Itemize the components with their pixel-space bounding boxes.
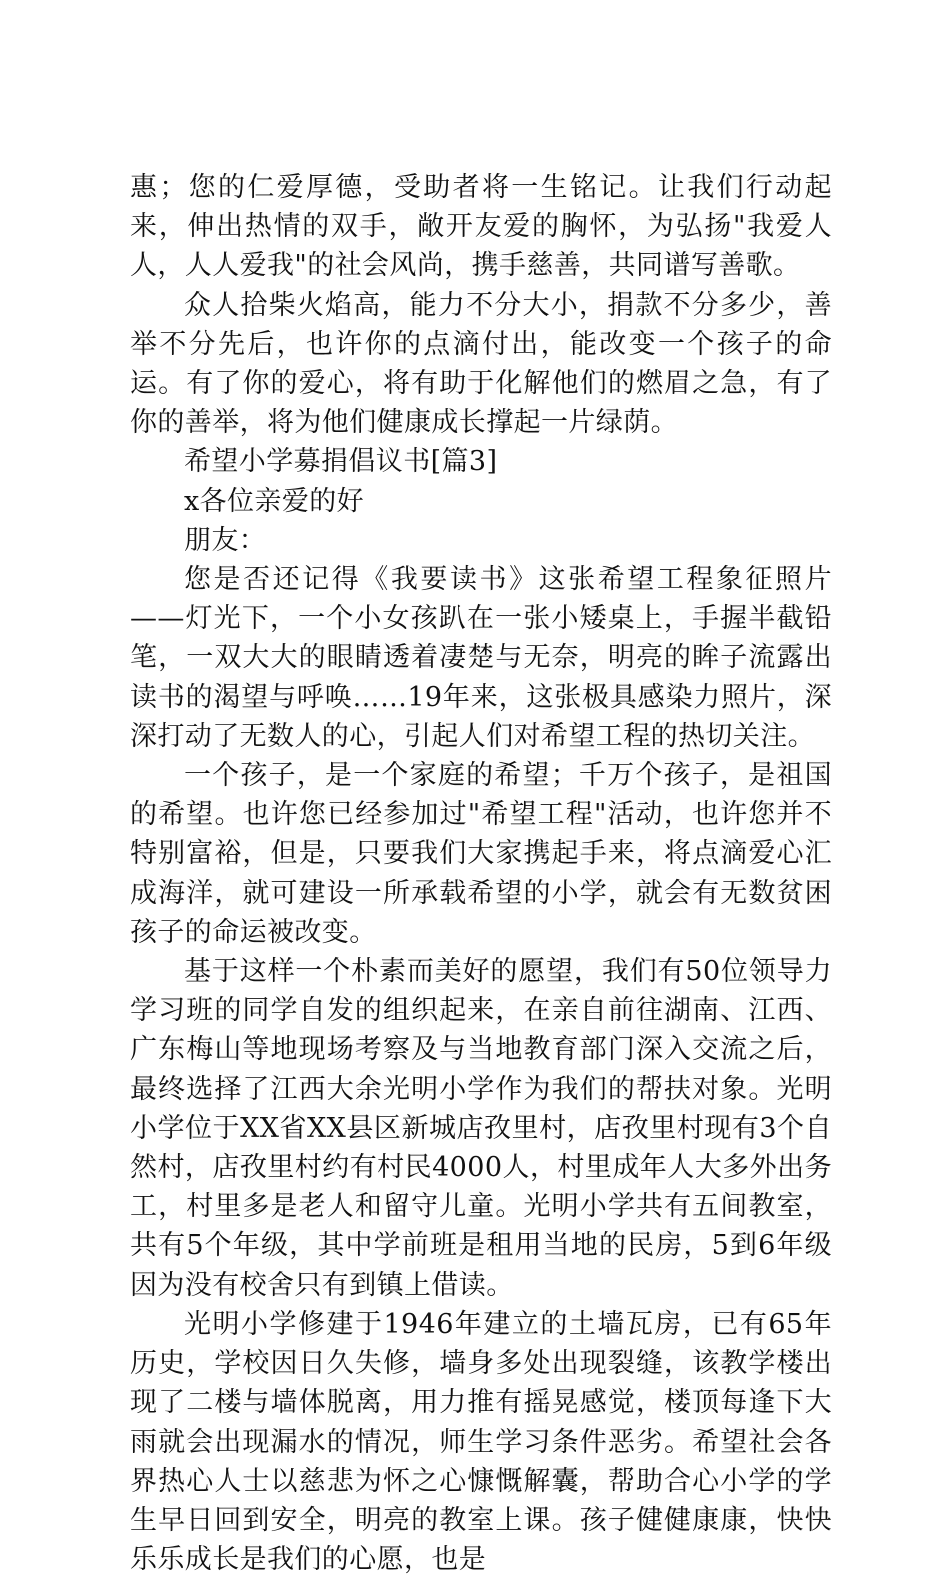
salutation-line-2: 朋友： xyxy=(184,524,267,556)
document-body xyxy=(130,168,832,1579)
paragraph-6: 光明小学修建于1946年建立的土墙瓦房，已有65年历史，学校因日久失修，墙身多处出现裂缝，该教学楼出现了二楼与墙体脱离，用力推有摇晃感觉，楼顶每逢下大雨就会出现漏水的情况，师生学习条件恶劣。希望社会各界热心人士以慈悲为怀之心慷慨解囊，帮助合心小学的学生早日回到安全，明亮的教室上课。孩子健健康康，快快乐乐成长是我们的心愿，也是 xyxy=(130,1308,832,1576)
salutation-line-1: x各位亲爱的好 xyxy=(184,485,365,517)
paragraph-3: 您是否还记得《我要读书》这张希望工程象征照片——灯光下，一个小女孩趴在一张小矮桌上，手握半截铅笔，一双大大的眼睛透着凄楚与无奈，明亮的眸子流露出读书的渴望与呼唤……19年来，这张极具感染力照片，深深打动了无数人的心，引起人们对希望工程的热切关注。 xyxy=(130,564,832,752)
paragraph-5: 基于这样一个朴素而美好的愿望，我们有50位领导力学习班的同学自发的组织起来，在亲自前往湖南、江西、广东梅山等地现场考察及与当地教育部门深入交流之后，最终选择了江西大余光明小学作为我们的帮扶对象。光明小学位于XX省XX县区新城店孜里村，店孜里村现有3个自然村，店孜里村约有村民4000人，村里成年人大多外出务工，村里多是老人和留守儿童。光明小学共有五间教室，共有5个年级，其中学前班是租用当地的民房，5到6年级因为没有校舍只有到镇上借读。 xyxy=(130,956,832,1301)
paragraph-4: 一个孩子，是一个家庭的希望；千万个孩子，是祖国的希望。也许您已经参加过"希望工程"活动，也许您并不特别富裕，但是，只要我们大家携起手来，将点滴爱心汇成海洋，就可建设一所承载希望的小学，就会有无数贫困孩子的命运被改变。 xyxy=(130,760,832,948)
section-heading: 希望小学募捐倡议书[篇3] xyxy=(184,446,498,478)
paragraph-2: 众人拾柴火焰高，能力不分大小，捐款不分多少，善举不分先后，也许你的点滴付出，能改变一个孩子的命运。有了你的爱心，将有助于化解他们的燃眉之急，有了你的善举，将为他们健康成长撑起一片绿荫。 xyxy=(130,289,832,439)
paragraph-1: 惠；您的仁爱厚德，受助者将一生铭记。让我们行动起来，伸出热情的双手，敞开友爱的胸怀，为弘扬"我爱人人，人人爱我"的社会风尚，携手慈善，共同谱写善歌。 xyxy=(130,172,832,282)
